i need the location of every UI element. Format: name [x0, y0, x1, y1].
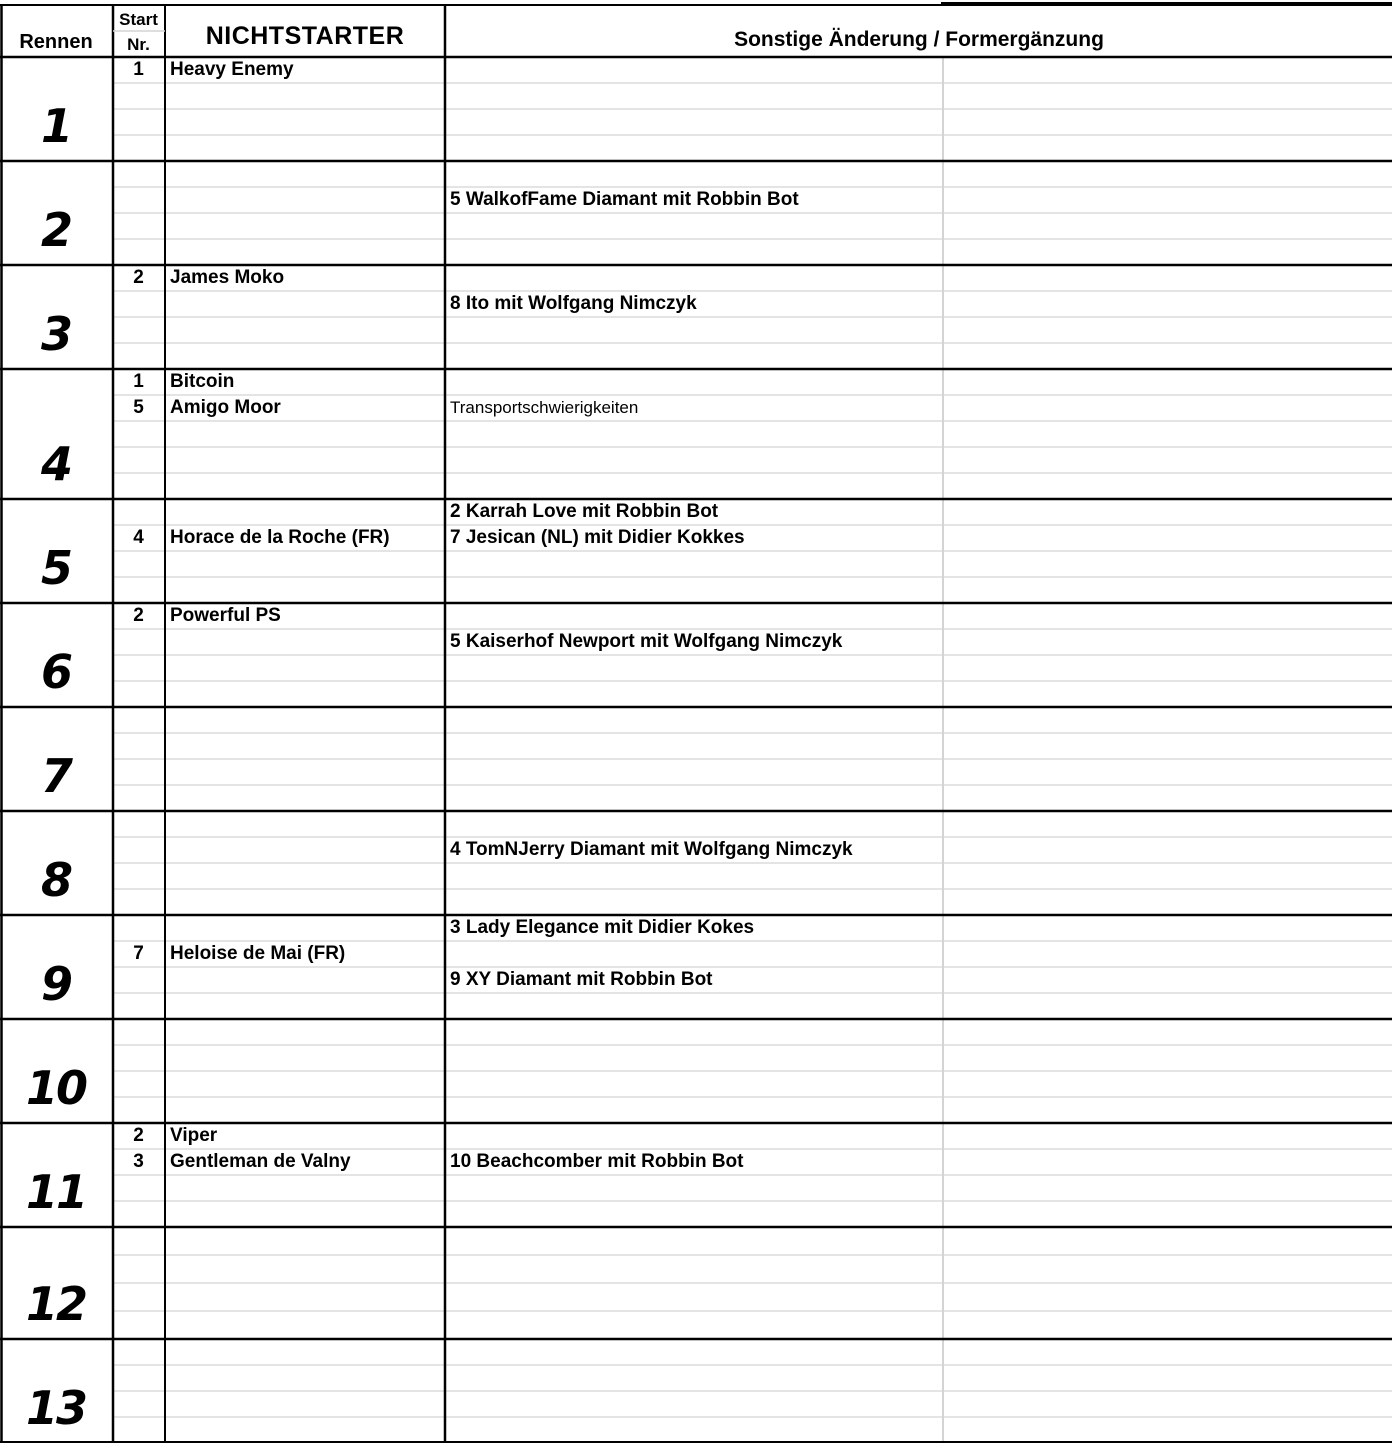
race-number: 9	[40, 957, 71, 1011]
start-number: 7	[133, 943, 144, 964]
nichtstarter-name: Amigo Moor	[170, 397, 281, 418]
change-text: 10 Beachcomber mit Robbin Bot	[450, 1151, 744, 1172]
nichtstarter-name: Heloise de Mai (FR)	[170, 943, 346, 964]
start-number: 2	[133, 1125, 144, 1146]
change-text: Transportschwierigkeiten	[450, 398, 639, 417]
change-text: 2 Karrah Love mit Robbin Bot	[450, 501, 719, 522]
start-number: 3	[133, 1151, 144, 1172]
header-sonstige: Sonstige Änderung / Formergänzung	[734, 28, 1104, 51]
change-text: 5 WalkofFame Diamant mit Robbin Bot	[450, 189, 799, 210]
nichtstarter-name: James Moko	[170, 267, 285, 288]
header-nr: Nr.	[127, 35, 150, 54]
race-number: 5	[40, 541, 71, 595]
race-number: 3	[40, 307, 71, 361]
nichtstarter-name: Gentleman de Valny	[170, 1151, 351, 1172]
start-number: 2	[133, 267, 144, 288]
race-number: 11	[25, 1165, 86, 1219]
race-number: 12	[25, 1277, 86, 1331]
race-number: 10	[25, 1061, 86, 1115]
start-number: 5	[133, 397, 144, 418]
start-number: 4	[133, 527, 144, 548]
start-number: 1	[133, 59, 144, 80]
change-text: 8 Ito mit Wolfgang Nimczyk	[450, 293, 697, 314]
race-number: 2	[40, 203, 71, 257]
race-number: 7	[40, 749, 71, 803]
race-number: 1	[40, 99, 71, 153]
nichtstarter-name: Bitcoin	[170, 371, 235, 392]
nichtstarter-name: Heavy Enemy	[170, 59, 294, 80]
start-number: 1	[133, 371, 144, 392]
header-rennen: Rennen	[19, 31, 93, 53]
change-text: 5 Kaiserhof Newport mit Wolfgang Nimczyk	[450, 631, 843, 652]
nichtstarter-name: Viper	[170, 1125, 218, 1146]
race-number: 8	[40, 853, 71, 907]
change-text: 3 Lady Elegance mit Didier Kokes	[450, 917, 755, 938]
nichtstarter-name: Powerful PS	[170, 605, 281, 626]
change-text: 9 XY Diamant mit Robbin Bot	[450, 969, 713, 990]
change-text: 4 TomNJerry Diamant mit Wolfgang Nimczyk	[450, 839, 853, 860]
race-number: 4	[40, 437, 71, 491]
start-number: 2	[133, 605, 144, 626]
race-number: 13	[25, 1381, 86, 1435]
header-start: Start	[119, 10, 158, 29]
race-number: 6	[40, 645, 71, 699]
nichtstarter-name: Horace de la Roche (FR)	[170, 527, 390, 548]
change-text: 7 Jesican (NL) mit Didier Kokkes	[450, 527, 745, 548]
header-nichtstarter: NICHTSTARTER	[205, 22, 405, 50]
